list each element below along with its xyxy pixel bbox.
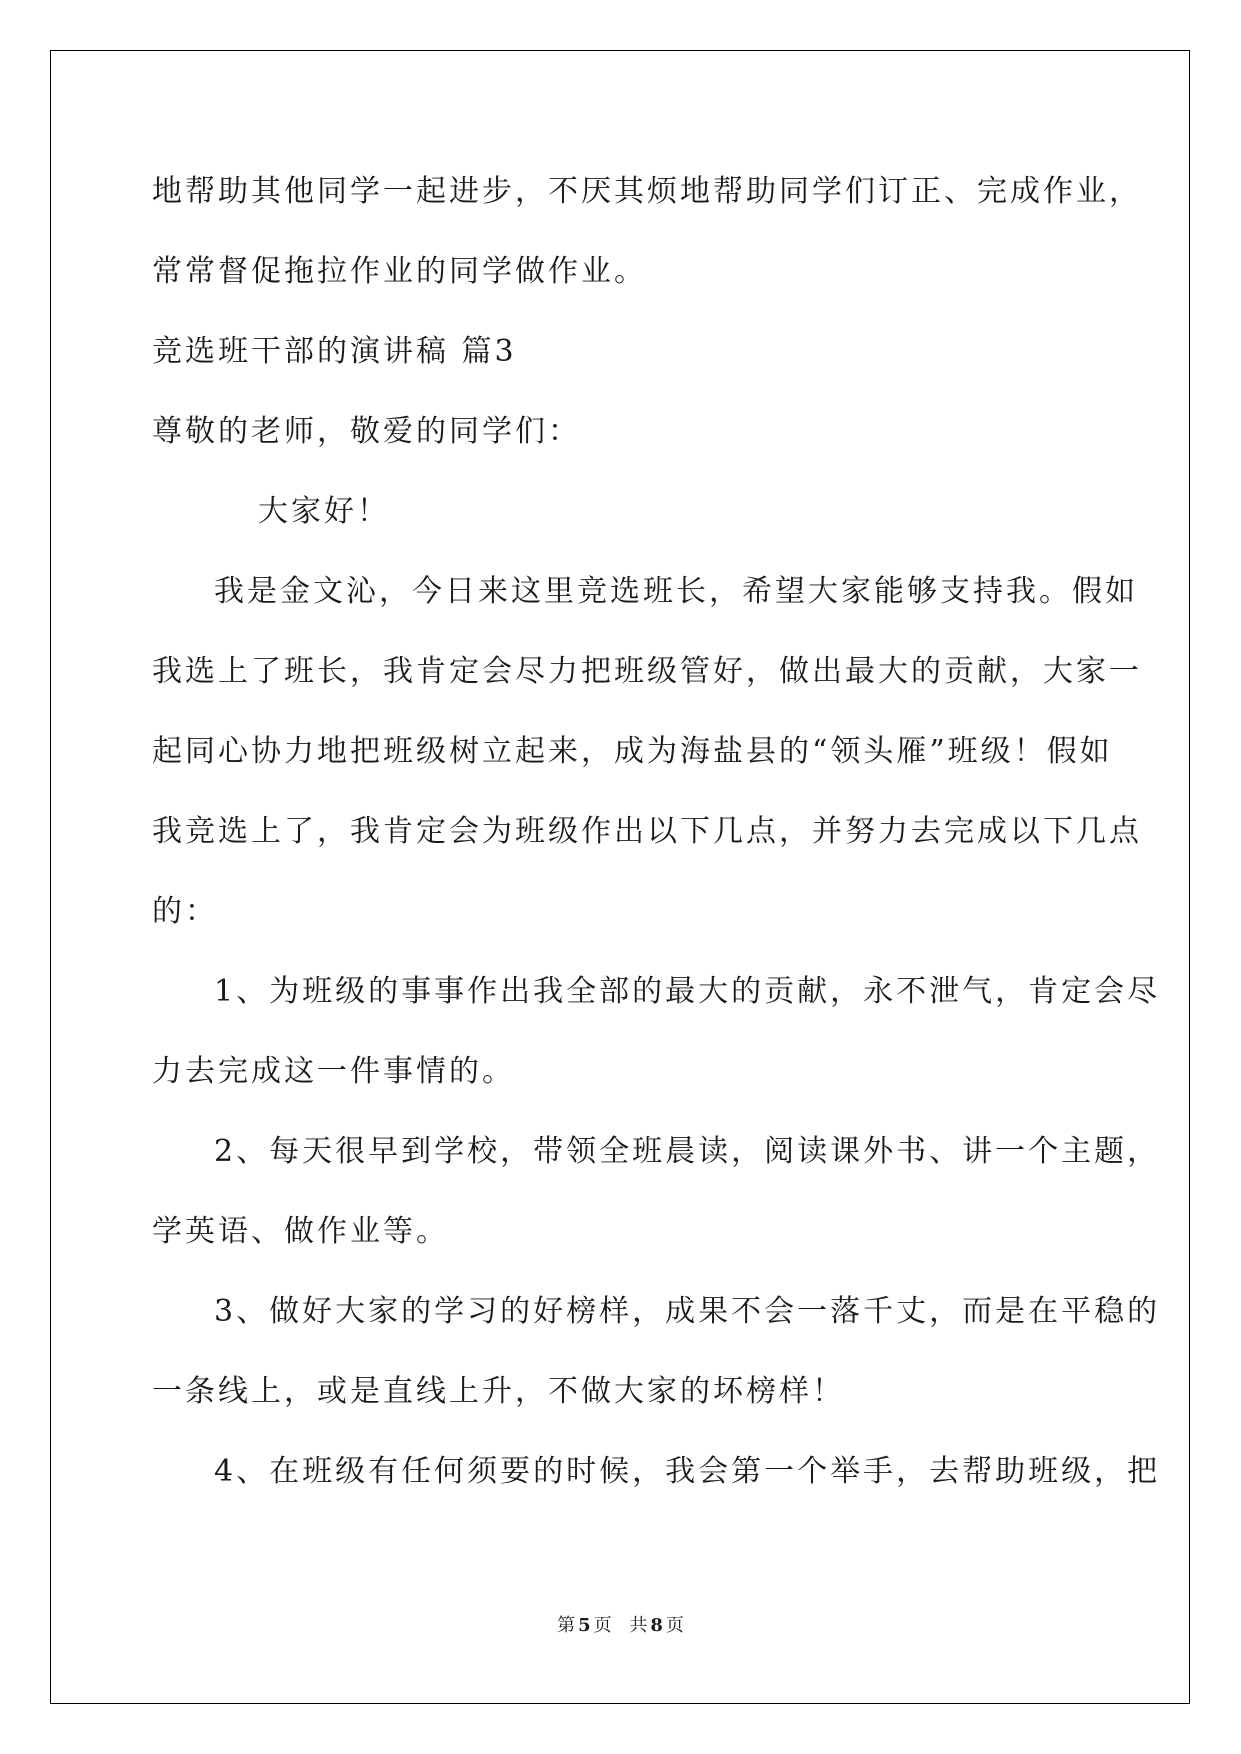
text-line: 常常督促拖拉作业的同学做作业。 (152, 254, 647, 289)
text-line: 地帮助其他同学一起进步，不厌其烦地帮助同学们订正、完成作业， (152, 174, 1142, 209)
text-line: 我竞选上了，我肯定会为班级作出以下几点，并努力去完成以下几点 (152, 814, 1142, 849)
section-heading: 竞选班干部的演讲稿 篇3 (152, 334, 517, 369)
list-item: 4、在班级有任何须要的时候，我会第一个举手，去帮助班级，把 (214, 1454, 1161, 1489)
page-footer (0, 1614, 1241, 1638)
total-pages: 8 (650, 1615, 663, 1636)
text-line: 的： (152, 894, 218, 929)
list-item: 1、为班级的事事作出我全部的最大的贡献，永不泄气，肯定会尽 (214, 974, 1161, 1009)
current-page: 5 (578, 1615, 591, 1636)
text-line: 我选上了班长，我肯定会尽力把班级管好，做出最大的贡献，大家一 (152, 654, 1142, 689)
page-number (554, 1615, 615, 1636)
text-line: 我是金文沁，今日来这里竞选班长，希望大家能够支持我。假如 (214, 574, 1138, 609)
text-line: 一条线上，或是直线上升，不做大家的坏榜样！ (152, 1374, 845, 1409)
list-item: 3、做好大家的学习的好榜样，成果不会一落千丈，而是在平稳的 (214, 1294, 1161, 1329)
greeting: 大家好！ (258, 494, 390, 529)
page-prefix: 第 (557, 1615, 576, 1636)
page-total (626, 1615, 687, 1636)
total-suffix: 页 (665, 1615, 684, 1636)
salutation: 尊敬的老师，敬爱的同学们： (152, 414, 581, 449)
page-suffix: 页 (593, 1615, 612, 1636)
text-line: 学英语、做作业等。 (152, 1214, 449, 1249)
list-item: 2、每天很早到学校，带领全班晨读，阅读课外书、讲一个主题， (214, 1134, 1161, 1169)
total-prefix: 共 (629, 1615, 648, 1636)
text-line: 起同心协力地把班级树立起来，成为海盐县的“领头雁”班级！假如 (152, 734, 1113, 769)
text-line: 力去完成这一件事情的。 (152, 1054, 515, 1089)
